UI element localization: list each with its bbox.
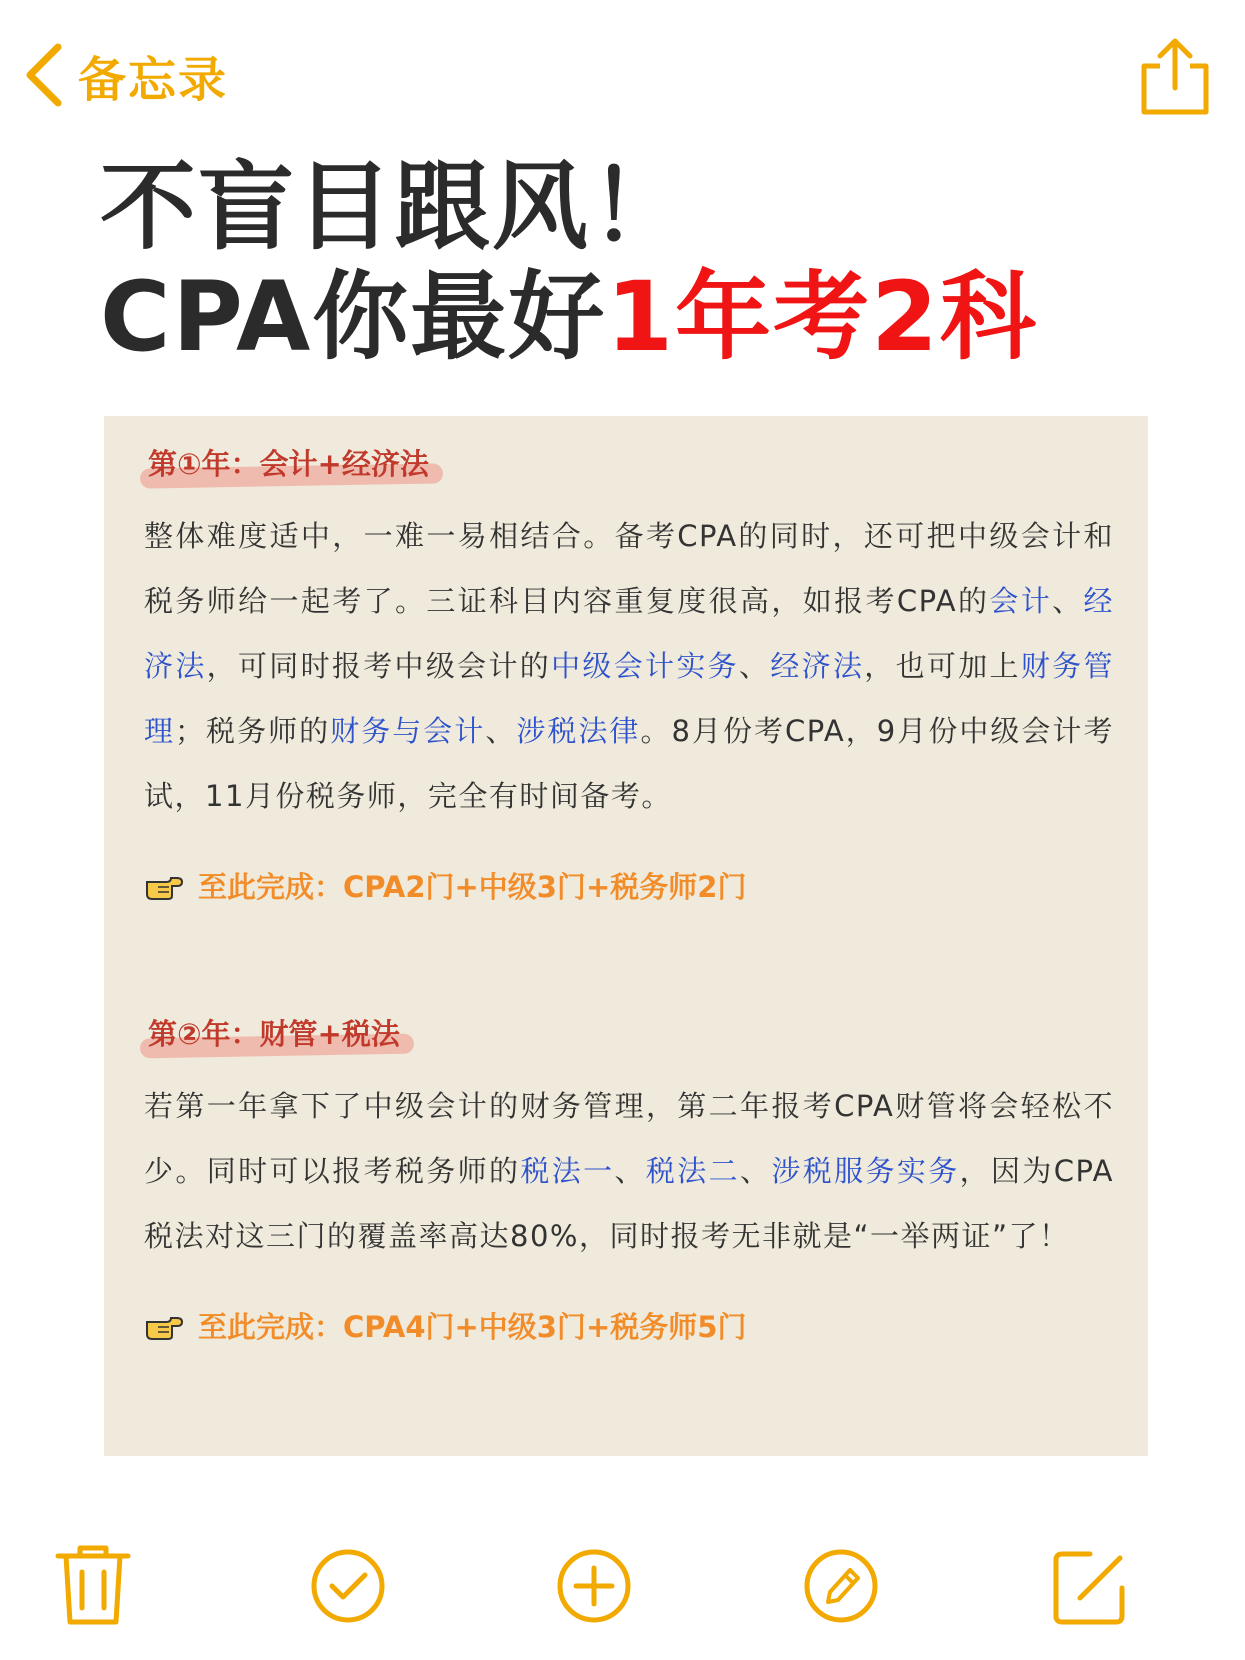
year1-title: 第①年：会计+经济法 (144, 436, 433, 492)
note-card (104, 416, 1148, 1456)
page-title (100, 152, 1200, 372)
subject-link: 财务与会计 (330, 714, 486, 748)
subject-link: 会计 (989, 584, 1053, 618)
text-segment: 、 (614, 1154, 646, 1188)
pencil-circle-icon[interactable] (800, 1540, 882, 1630)
checkmark-circle-icon[interactable] (307, 1540, 389, 1630)
back-label: 备忘录 (78, 51, 229, 108)
subject-link: 经济法 (770, 649, 865, 683)
share-icon[interactable] (1138, 36, 1212, 118)
text-segment: 若第一年拿下了中级会计的财务管理，第二年报考CPA财管将会轻松不少。同时可以报考税务师的 (144, 1089, 1114, 1188)
subject-link: 财务管理 (144, 649, 1114, 748)
year1-section (144, 436, 1114, 913)
title-line-2 (100, 262, 1200, 372)
text-segment: ；税务师的 (175, 714, 331, 748)
compose-icon[interactable] (1050, 1540, 1132, 1630)
text-segment: 、 (740, 1154, 772, 1188)
plus-circle-icon[interactable] (553, 1540, 635, 1630)
text-segment: 、 (738, 649, 771, 683)
text-segment: ，可同时报考中级会计的 (206, 649, 552, 683)
text-segment: ，也可加上 (864, 649, 1021, 683)
subject-link: 涉税服务实务 (771, 1154, 960, 1188)
pointing-hand-icon (144, 868, 184, 902)
subject-link: 经济法 (144, 584, 1114, 683)
bottom-toolbar (0, 1540, 1245, 1640)
text-segment: 。8月份考CPA，9月份中级会计考试，11月份税务师，完全有时间备考。 (144, 714, 1114, 813)
year2-title: 第②年：财管+税法 (144, 1006, 404, 1062)
chevron-left-icon (20, 41, 66, 109)
back-button[interactable] (20, 40, 228, 110)
year2-result (144, 1297, 1114, 1353)
year2-result-text: 至此完成：CPA4门+中级3门+税务师5门 (198, 1309, 747, 1344)
year2-section (144, 1006, 1114, 1353)
title-line-2-prefix: CPA你最好 (100, 261, 607, 373)
text-segment: ，因为CPA税法对这三门的覆盖率高达80%，同时报考无非就是“一举两证”了！ (144, 1154, 1114, 1253)
subject-link: 税法一 (520, 1154, 615, 1188)
pointing-hand-icon (144, 1308, 184, 1342)
subject-link: 中级会计实务 (551, 649, 739, 683)
title-line-2-highlight: 1年考2科 (606, 261, 1038, 373)
year1-result (144, 857, 1114, 913)
text-segment: 、 (485, 714, 517, 748)
trash-icon[interactable] (52, 1540, 134, 1630)
text-segment: 、 (1052, 584, 1084, 618)
title-line-1: 不盲目跟风！ (100, 151, 688, 263)
top-nav-bar (0, 0, 1245, 150)
subject-link: 税法二 (645, 1154, 741, 1188)
text-segment: 整体难度适中，一难一易相结合。备考CPA的同时，还可把中级会计和税务师给一起考了。三证科目内容重复度很高，如报考CPA的 (144, 519, 1114, 618)
year2-paragraph (144, 1074, 1114, 1269)
year1-result-text: 至此完成：CPA2门+中级3门+税务师2门 (198, 869, 747, 904)
subject-link: 涉税法律 (516, 714, 641, 748)
year1-paragraph (144, 504, 1114, 829)
